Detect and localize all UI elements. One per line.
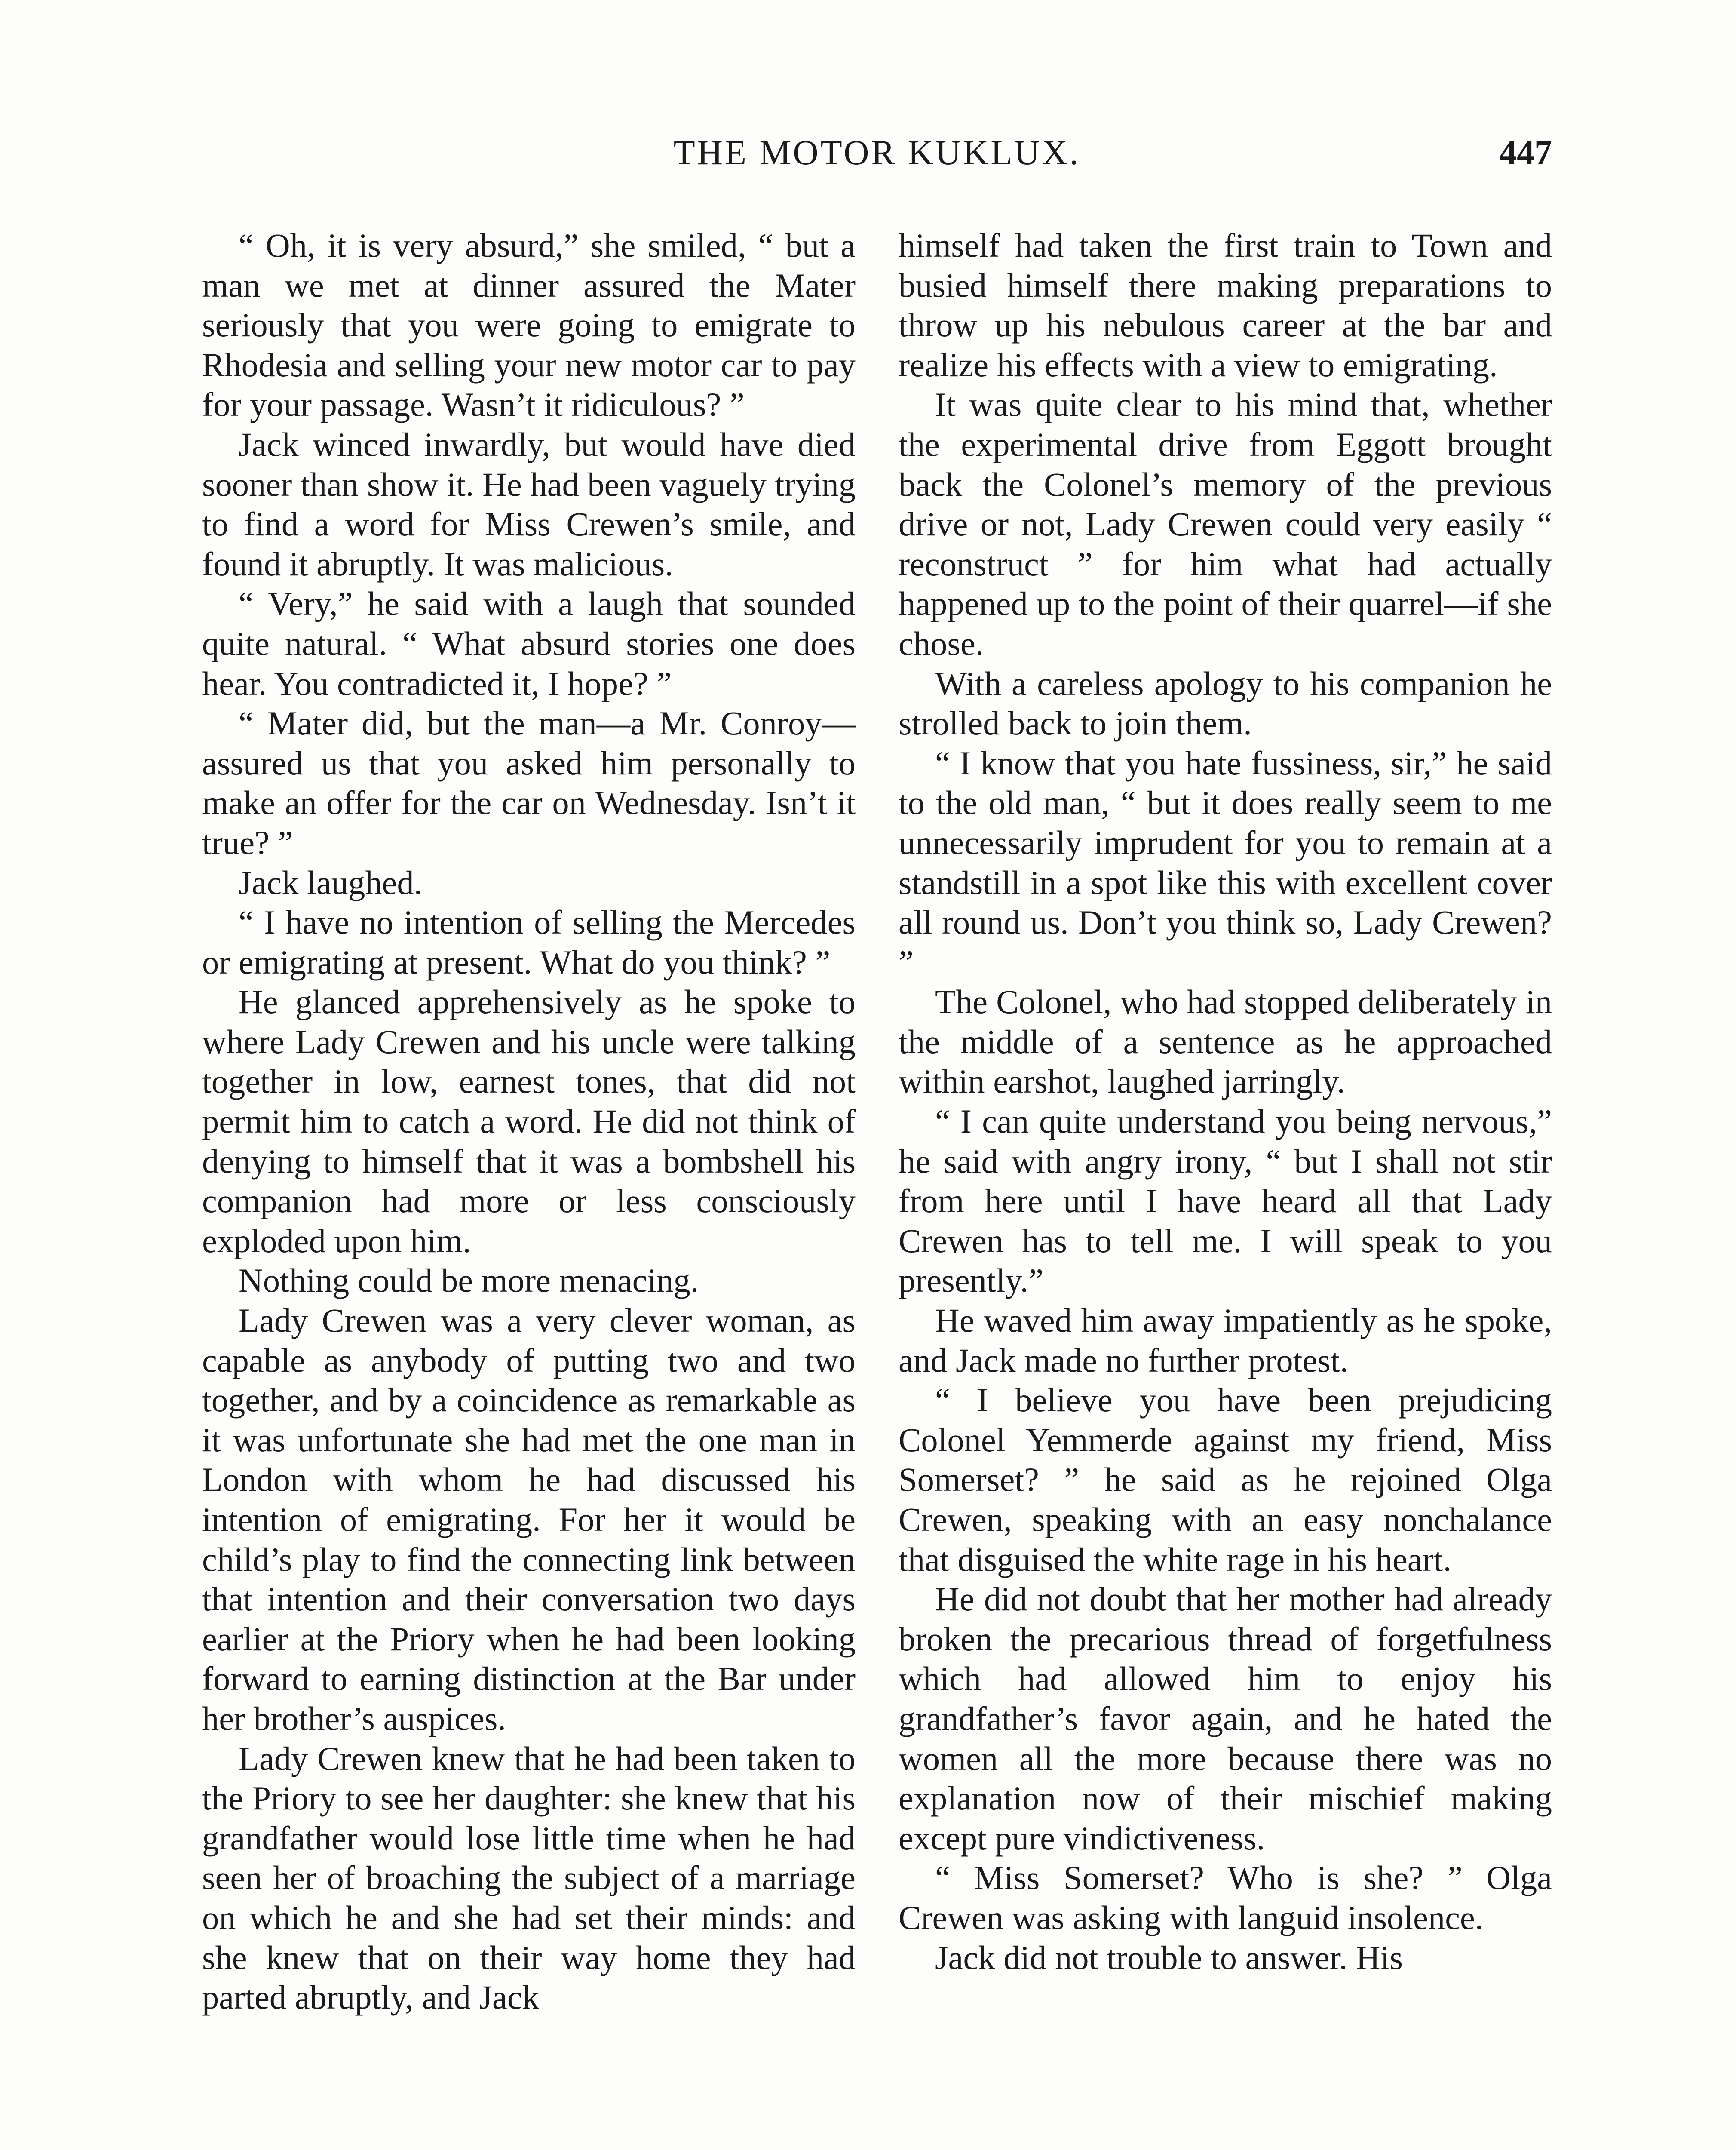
paragraph: “ Very,” he said with a laugh that sounded quite natural. “ What absurd stories one does hear. You contradicted it, I hope? ” xyxy=(202,585,856,702)
paragraph: Nothing could be more menacing. xyxy=(239,1262,699,1299)
paragraph: “ I have no intention of selling the Mercedes or emigrating at present. What do you think? ” xyxy=(202,903,856,981)
paragraph: “ Miss Somerset? Who is she? ” Olga Crewen was asking with languid insolence. xyxy=(899,1859,1552,1936)
paragraph: “ I can quite understand you being nervous,” he said with angry irony, “ but I shall not stir from here until I have heard all that Lady Crewen has to tell me. I will speak to you presently.” xyxy=(899,1103,1552,1299)
paragraph: Jack laughed. xyxy=(239,863,423,901)
paragraph: He waved him away impatiently as he spoke, and Jack made no further protest. xyxy=(899,1302,1552,1379)
paragraph: He glanced apprehensively as he spoke to where Lady Crewen and his uncle were talking together in low, earnest tones, that did not permit him to catch a word. He did not think of denying to himself that it was a bombshell his companion had more or less consciously exploded upon him. xyxy=(202,983,856,1259)
paragraph: It was quite clear to his mind that, whether the experimental drive from Eggott brought back the Colonel’s memory of the previous drive or not, Lady Crewen could very easily “ reconstruct ” for him what had actually happened up to the point of their quarrel—if she chose. xyxy=(899,386,1552,662)
running-title: THE MOTOR KUKLUX. xyxy=(673,133,1081,172)
paragraph: The Colonel, who had stopped deliberately in the middle of a sentence as he approached within earshot, laughed jarringly. xyxy=(899,983,1552,1100)
paragraph: “ I know that you hate fussiness, sir,” he said to the old man, “ but it does really seem to me unnecessarily imprudent for you to remain at a standstill in a spot like this with excellent cover all round us. Don’t you think so, Lady Crewen? ” xyxy=(899,744,1552,981)
text-column-right xyxy=(899,226,1552,1978)
page-number: 447 xyxy=(1499,133,1552,172)
paragraph: Jack did not trouble to answer. His xyxy=(935,1938,1403,1976)
running-head xyxy=(202,129,1552,176)
text-column-left xyxy=(202,226,856,2018)
paragraph: With a careless apology to his companion he strolled back to join them. xyxy=(899,664,1552,742)
paragraph: “ Oh, it is very absurd,” she smiled, “ but a man we met at dinner assured the Mater seriously that you were going to emigrate to Rhodesia and selling your new motor car to pay for your passage. Wasn’t it ridiculous? ” xyxy=(202,227,856,424)
paragraph: He did not doubt that her mother had already broken the precarious thread of forgetfulness which had allowed him to enjoy his grandfather’s favor again, and he hated the women all the more because there was no explanation now of their mischief making except pure vindictiveness. xyxy=(899,1580,1552,1857)
paragraph: “ Mater did, but the man—a Mr. Conroy—assured us that you asked him personally to make an offer for the car on Wednesday. Isn’t it true? ” xyxy=(202,704,856,861)
paragraph-continued: himself had taken the first train to Town and busied himself there making preparations to throw up his nebulous career at the bar and realize his effects with a view to emigrating. xyxy=(899,227,1552,384)
paragraph: “ I believe you have been prejudicing Colonel Yemmerde against my friend, Miss Somerset? ” he said as he rejoined Olga Crewen, speaking with an easy nonchalance that disguised the white rage in his heart. xyxy=(899,1381,1552,1578)
paragraph: Lady Crewen was a very clever woman, as capable as anybody of putting two and two together, and by a coincidence as remarkable as it was unfortunate she had met the one man in London with whom he had discussed his intention of emigrating. For her it would be child’s play to find the connecting link between that intention and their conversation two days earlier at the Priory when he had been looking forward to earning distinction at the Bar under her brother’s auspices. xyxy=(202,1302,856,1737)
paragraph: Jack winced inwardly, but would have died sooner than show it. He had been vaguely trying to find a word for Miss Crewen’s smile, and found it abruptly. It was malicious. xyxy=(202,425,856,583)
paragraph: Lady Crewen knew that he had been taken to the Priory to see her daughter: she knew that his grandfather would lose little time when he had seen her of broaching the subject of a marriage on which he and she had set their minds: and she knew that on their way home they had parted abruptly, and Jack xyxy=(202,1739,856,2016)
